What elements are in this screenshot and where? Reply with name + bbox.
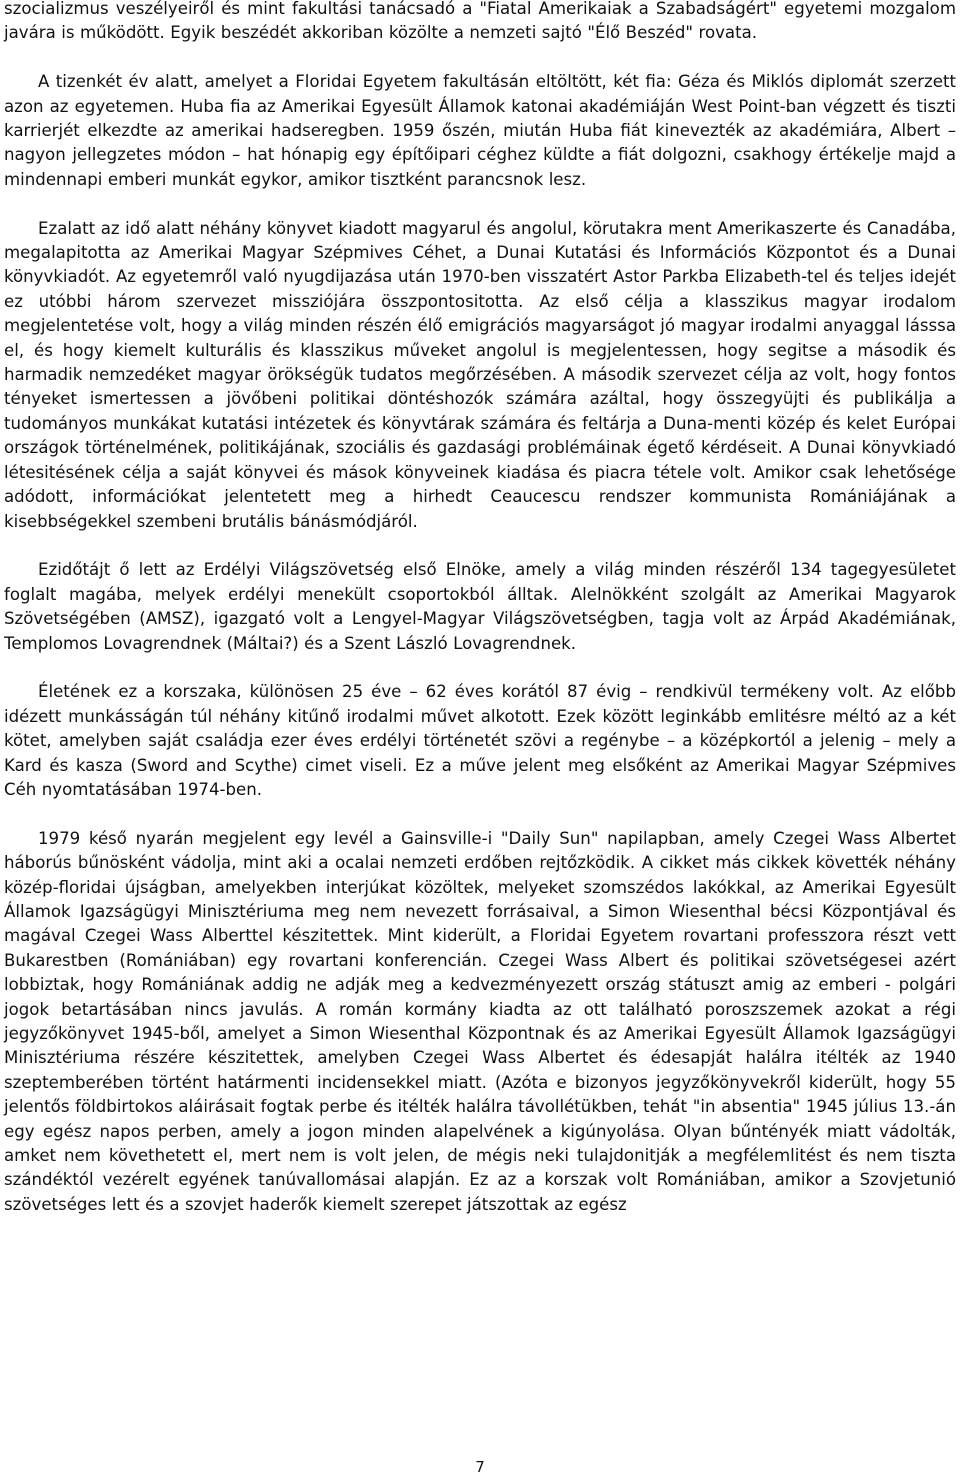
document-page xyxy=(4,0,956,1217)
paragraph-4: Ezidőtájt ő lett az Erdélyi Világszövetség első Elnöke, amely a világ minden részéről 134 tagegyesületet foglalt magába, melyek erdélyi menekült csoportokból álltak. Alelnökként szolgált az Amerikai Magyarok Szövetségében (AMSZ), igazgató volt a Lengyel-Magyar Világszövetségben, tagja volt az Árpád Akadémiának, Templomos Lovagrendnek (Máltai?) és a Szent László Lovagrendnek. xyxy=(4,560,956,653)
paragraph-1: szocializmus veszélyeiről és mint fakultási tanácsadó a "Fiatal Amerikaiak a Szabadságért" egyetemi mozgalom javára is működött. Egyik beszédét akkoriban közölte a nemzeti sajtó "Élő Beszéd" rovata. xyxy=(4,0,956,43)
page-number: 7 xyxy=(475,1458,485,1476)
paragraph-3: Ezalatt az idő alatt néhány könyvet kiadott magyarul és angolul, körutakra ment Amerikaszerte és Canadába, megalapitotta az Amerikai Magyar Szépmives Céhet, a Dunai Kutatási és Információs Központot és a Dunai könyvkiadót. Az egyetemről való nyugdijazása után 1970-ben visszatért Astor Parkba Elizabeth-tel és teljes idejét ez utóbbi három szervezet missziójára összpontositotta. Az első célja a klasszikus magyar irodalom megjelentetése volt, hogy a világ minden részén élő emigrációs magyarságot jó magyar irodalmi anyaggal lásssa el, és hogy kiemelt kulturális és klasszikus műveket angolul is megjelentessen, hogy segitse a második és harmadik nemzedéket magyar örökségük tudatos megőrzésében. A második szervezet célja az volt, hogy fontos tényeket ismertessen a jövőbeni politikai döntéshozók számára azáltal, hogy összegyüjti és publikálja a tudományos munkákat kutatási intézetek és könyvtárak számára és feltárja a Duna-menti közép és kelet Európai országok történelmének, politikájának, szociális és gazdasági problémáinak égető kérdéseit. A Dunai könyvkiadó létesitésének célja a saját könyvei és mások könyveinek kiadása és piacra tétele volt. Amikor csak lehetősége adódott, információkat jelentetett meg a hirhedt Ceaucescu rendszer kommunista Romániájának a kisebbségekkel szembeni brutális bánásmódjáról. xyxy=(4,218,956,531)
paragraph-5: Életének ez a korszaka, különösen 25 éve – 62 éves korától 87 évig – rendkivül termékeny volt. Az előbb idézett munkásságán túl néhány kitűnő irodalmi művet alkotott. Ezek között leginkább emlitésre méltó az a két kötet, amelyben saját családja ezer éves erdélyi történetét szövi a regénybe – a középkortól a jelenig – mely a Kard és kasza (Sword and Scythe) cimet viseli. Ez a műve jelent meg elsőként az Amerikai Magyar Szépmives Céh nyomtatásában 1974-ben. xyxy=(4,682,956,799)
paragraph-6: 1979 késő nyarán megjelent egy levél a Gainsville-i "Daily Sun" napilapban, amely Czegei Wass Albertet háborús bűnösként vádolja, mint aki a ocalai nemzeti erdőben rejtőzködik. A cikket más cikkek követték néhány közép-floridai újságban, amelyekben interjúkat közöltek, melyeket szomszédos lakókkal, az Amerikai Egyesült Államok Igazságügyi Minisztériuma meg nem nevezett forrásaival, a Simon Wiesenthal bécsi Központjával és magával Czegei Wass Alberttel készitettek. Mint kiderült, a Floridai Egyetem rovartani professzora részt vett Bukarestben (Romániában) egy rovartani konferencián. Czegei Wass Albert és politikai szövetségesei azért lobbiztak, hogy Romániának addig ne adják meg a kedvezményezett ország státuszt amig az emberi - polgári jogok betartásában nincs javulás. A román kormány kiadta az ott található poroszszemek azokat a régi jegyzőkönyvet 1945-ből, amelyet a Simon Wiesenthal Központnak és az Amerikai Egyesült Államok Igazságügyi Minisztériuma részére készitettek, amelyben Czegei Wass Albertet és édesapját halálra itélték az 1940 szeptemberében történt határmenti incidensekkel miatt. (Azóta e bizonyos jegyzőkönyvekről kiderült, hogy 55 jelentős földbirtokos aláirásait fogtak perbe és itélték halálra távollétükben, tehát "in absentia" 1945 július 13.-án egy egész napos perben, amely a jogon minden alapelvének a kigúnyolása. Olyan bűntényék miatt vádolták, amket nem követhetett el, mert nem is volt jelen, de mégis neki tulajdonitják a megfélemlitést és nem tiszta szándéktól vezérelt egyének tanúvallomásai alapján. Ez az a korszak volt Romániában, amikor a Szovjetunió szövetséges lett és a szovjet haderők kiemelt szerepet játszottak az egész xyxy=(4,828,956,1214)
paragraph-2: A tizenkét év alatt, amelyet a Floridai Egyetem fakultásán eltöltött, két fia: Géza és Miklós diplomát szerzett azon az egyetemen. Huba fia az Amerikai Egyesült Államok katonai akadémiáján West Point-ban végzett és tiszti karrierjét elkezdte az amerikai hadseregben. 1959 őszén, miután Huba fiát kinevezték az akadémiára, Albert – nagyon jellegzetes módon – hat hónapig egy építőipari céghez küldte a fiát dolgozni, csakhogy értékelje majd a mindennapi emberi munkát egykor, amikor tisztként parancsnok lesz. xyxy=(4,72,956,189)
